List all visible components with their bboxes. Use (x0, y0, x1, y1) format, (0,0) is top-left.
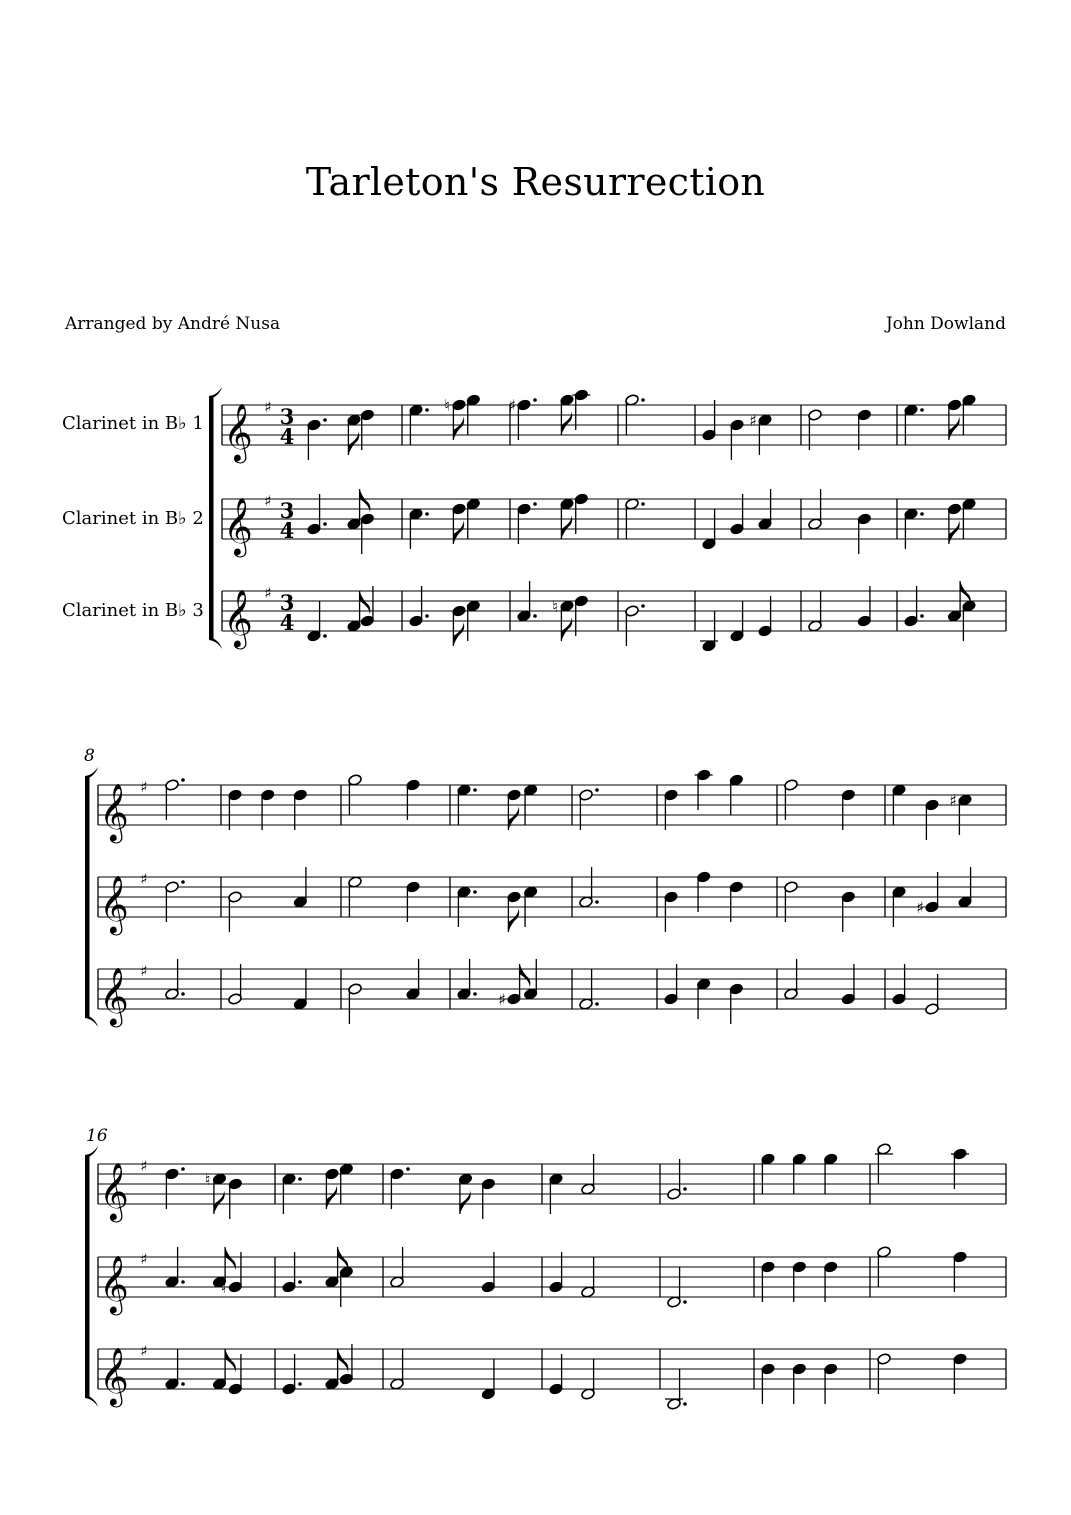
augmentation-dot (920, 408, 924, 412)
key-signature-sharp: ♯ (140, 962, 148, 980)
augmentation-dot (298, 1280, 302, 1284)
accidental-natural: ♮ (204, 1170, 211, 1189)
augmentation-dot (425, 614, 429, 618)
key-signature-sharp: ♯ (140, 778, 148, 796)
augmentation-dot (298, 1177, 302, 1181)
accidental-sharp: ♯ (949, 791, 957, 810)
bracket-hook-bottom (85, 1394, 98, 1407)
time-signature-denominator: 4 (279, 610, 295, 635)
measure-number-system-2: 8 (84, 746, 95, 766)
augmentation-dot (533, 502, 537, 506)
augmentation-dot (406, 1167, 410, 1171)
key-signature-sharp: ♯ (140, 870, 148, 888)
augmentation-dot (181, 1382, 185, 1386)
accidental-sharp: ♯ (749, 411, 757, 430)
accidental-sharp: ♯ (916, 898, 924, 917)
instrument-label-clarinet-2: Clarinet in B♭ 2 (62, 508, 204, 529)
augmentation-dot (533, 614, 537, 618)
augmentation-dot (323, 418, 327, 422)
instrument-label-clarinet-3: Clarinet in B♭ 3 (62, 600, 204, 621)
key-signature-sharp: ♯ (140, 1250, 148, 1268)
augmentation-dot (425, 408, 429, 412)
treble-clef: 𝄞 (99, 875, 129, 933)
eighth-flag (453, 622, 464, 646)
augmentation-dot (641, 398, 645, 402)
time-signature-denominator: 4 (279, 518, 295, 543)
key-signature-sharp: ♯ (140, 1342, 148, 1360)
augmentation-dot (595, 788, 599, 792)
treble-clef: 𝄞 (99, 967, 129, 1025)
eighth-flag (508, 806, 519, 830)
system-bracket (85, 1155, 90, 1398)
eighth-flag (453, 520, 464, 544)
bracket-hook-top (209, 387, 222, 400)
augmentation-dot (181, 1167, 185, 1171)
eighth-flag (949, 520, 960, 544)
accidental-natural: ♮ (444, 396, 450, 415)
augmentation-dot (641, 604, 645, 608)
augmentation-dot (641, 502, 645, 506)
augmentation-dot (181, 1280, 185, 1284)
bracket-hook-bottom (209, 636, 222, 649)
augmentation-dot (473, 992, 477, 996)
eighth-flag (453, 416, 464, 440)
score-title: Tarleton's Resurrection (305, 160, 766, 204)
augmentation-dot (298, 1382, 302, 1386)
eighth-flag (949, 416, 960, 440)
key-signature-sharp: ♯ (264, 398, 272, 416)
augmentation-dot (595, 900, 599, 904)
eighth-flag (520, 964, 531, 988)
augmentation-dot (181, 778, 185, 782)
augmentation-dot (425, 512, 429, 516)
augmentation-dot (473, 788, 477, 792)
bracket-hook-top (85, 767, 98, 780)
augmentation-dot (323, 634, 327, 638)
time-signature-numerator: 3 (279, 498, 295, 523)
treble-clef: 𝄞 (223, 589, 253, 647)
treble-clef: 𝄞 (223, 403, 253, 461)
eighth-flag (508, 908, 519, 932)
augmentation-dot (920, 512, 924, 516)
instrument-label-clarinet-1: Clarinet in B♭ 1 (62, 413, 204, 434)
augmentation-dot (533, 398, 537, 402)
augmentation-dot (683, 1187, 687, 1191)
augmentation-dot (683, 1402, 687, 1406)
accidental-natural: ♮ (220, 1278, 227, 1297)
augmentation-dot (323, 522, 327, 526)
augmentation-dot (181, 880, 185, 884)
augmentation-dot (683, 1300, 687, 1304)
key-signature-sharp: ♯ (264, 584, 272, 602)
augmentation-dot (473, 890, 477, 894)
arranger-credit: Arranged by André Nusa (65, 314, 281, 334)
augmentation-dot (595, 1002, 599, 1006)
time-signature-numerator: 3 (279, 590, 295, 615)
system-bracket (85, 776, 90, 1018)
treble-clef: 𝄞 (99, 1255, 129, 1313)
eighth-flag (326, 1185, 337, 1209)
treble-clef: 𝄞 (99, 1347, 129, 1405)
key-signature-sharp: ♯ (140, 1157, 148, 1175)
treble-clef: 𝄞 (99, 1162, 129, 1220)
time-signature-denominator: 4 (279, 424, 295, 449)
augmentation-dot (181, 992, 185, 996)
accidental-natural: ♮ (552, 597, 558, 616)
treble-clef: 𝄞 (99, 783, 129, 841)
accidental-sharp: ♯ (498, 990, 506, 1009)
measure-number-system-3: 16 (86, 1126, 108, 1146)
composer-credit: John Dowland (885, 314, 1006, 334)
system-bracket (209, 396, 214, 640)
augmentation-dot (920, 614, 924, 618)
bracket-hook-top (85, 1146, 98, 1159)
accidental-sharp: ♯ (508, 396, 516, 415)
treble-clef: 𝄞 (223, 497, 253, 555)
time-signature-numerator: 3 (279, 404, 295, 429)
bracket-hook-bottom (85, 1014, 98, 1027)
key-signature-sharp: ♯ (264, 492, 272, 510)
